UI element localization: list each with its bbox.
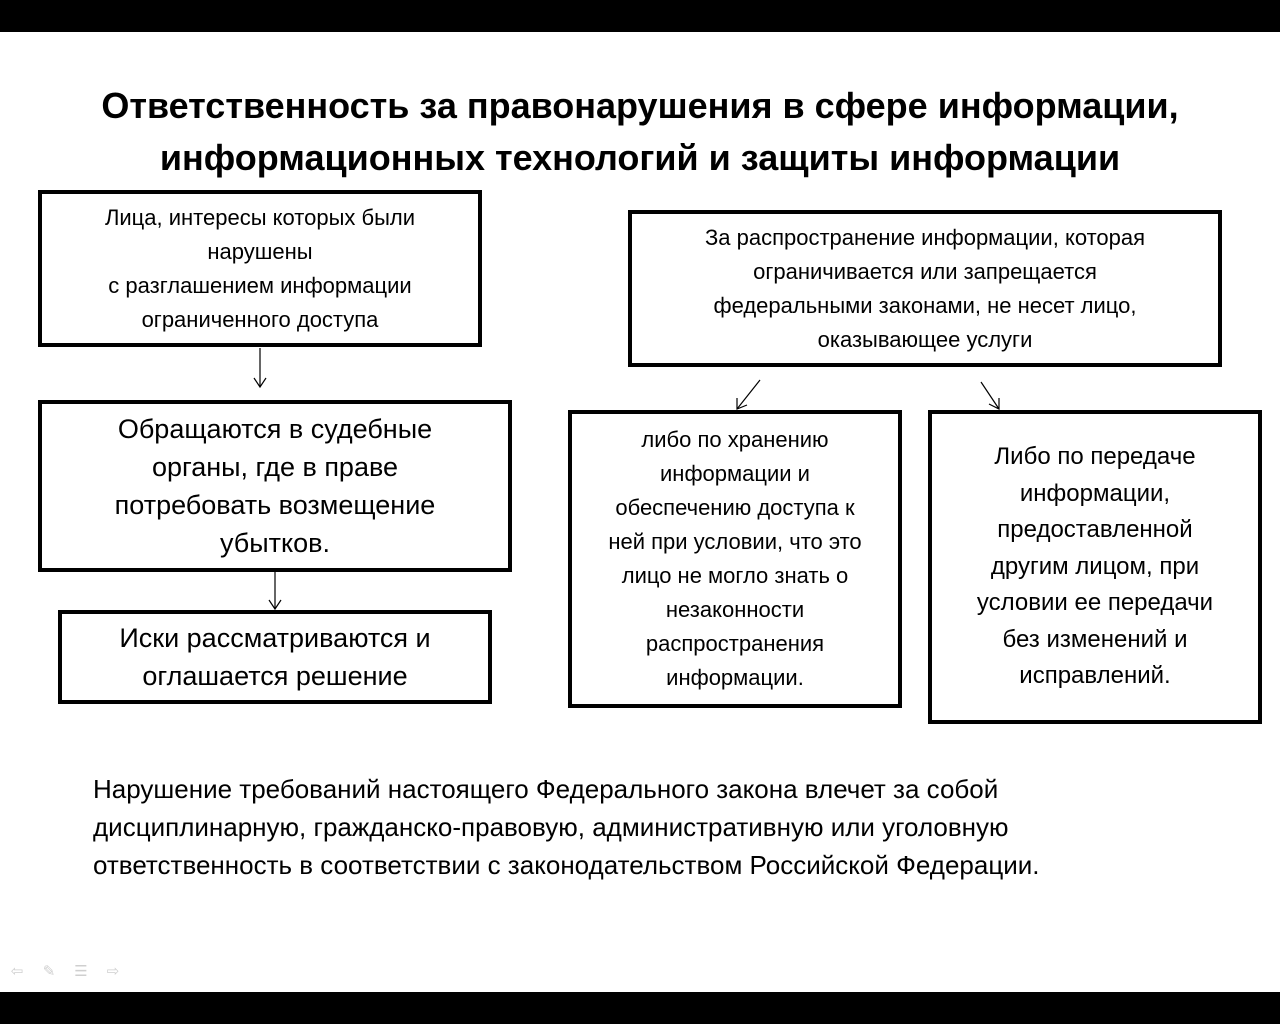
arrow-to-storage bbox=[737, 380, 760, 409]
box-text-line: ограниченного доступа bbox=[141, 306, 379, 332]
title-line-2: информационных технологий и защиты информации bbox=[159, 137, 1121, 178]
box-text-line: информации, bbox=[1019, 479, 1171, 507]
box-text-line: без изменений и bbox=[1002, 625, 1188, 653]
box-text-line: обеспечению доступа к bbox=[615, 495, 855, 520]
arrow-right-icon[interactable]: ⇨ bbox=[106, 963, 120, 980]
arrow-persons-to-court bbox=[254, 348, 266, 387]
box-text-line: органы, где в праве bbox=[151, 452, 399, 482]
box-text-line: условии ее передачи bbox=[976, 589, 1214, 617]
box-text-line: ней при условии, что это bbox=[608, 529, 862, 554]
box-text-line: оказывающее услуги bbox=[817, 326, 1033, 352]
box-text-line: либо по хранению bbox=[641, 427, 829, 452]
box-text-line: с разглашением информации bbox=[108, 272, 412, 298]
box-text-line: другим лицом, при bbox=[990, 552, 1200, 580]
arrow-to-transfer bbox=[981, 382, 999, 409]
menu-icon[interactable]: ☰ bbox=[74, 963, 88, 980]
box-text-line: Иски рассматриваются и bbox=[119, 623, 431, 653]
box-text-line: убытков. bbox=[219, 528, 330, 558]
slide bbox=[0, 32, 1280, 992]
arrow-court-to-claims bbox=[269, 572, 281, 609]
box-text-line: За распространение информации, которая bbox=[704, 224, 1146, 250]
box-text-line: федеральными законами, не несет лицо, bbox=[713, 292, 1137, 318]
box-text-line: лицо не могло знать о bbox=[621, 563, 849, 588]
arrow-left-icon[interactable]: ⇦ bbox=[10, 963, 24, 980]
box-text-line: ограничивается или запрещается bbox=[753, 258, 1097, 284]
box-text-line: информации. bbox=[666, 665, 804, 690]
box-text-line: распространения bbox=[645, 631, 825, 656]
note-line-2: дисциплинарную, гражданско-правовую, административную или уголовную bbox=[93, 812, 1009, 842]
pen-icon[interactable]: ✎ bbox=[42, 963, 56, 980]
box-text-line: потребовать возмещение bbox=[114, 490, 436, 520]
box-text-line: информации и bbox=[660, 461, 810, 486]
letterbox-bottom bbox=[0, 992, 1280, 1024]
liability-note bbox=[93, 770, 1213, 884]
box-text-line: Обращаются в судебные bbox=[117, 414, 433, 444]
title-line-1: Ответственность за правонарушения в сфере информации, bbox=[101, 85, 1179, 126]
letterbox-top bbox=[0, 0, 1280, 32]
box-text-line: Лица, интересы которых были bbox=[104, 204, 416, 230]
box-text-line: исправлений. bbox=[1019, 662, 1171, 690]
box-text-line: незаконности bbox=[665, 597, 805, 622]
slideshow-controls bbox=[8, 962, 122, 980]
box-text-line: предоставленной bbox=[997, 516, 1193, 544]
box-text-line: оглашается решение bbox=[142, 661, 408, 691]
note-line-1: Нарушение требований настоящего Федерального закона влечет за собой bbox=[93, 774, 999, 804]
note-line-3: ответственность в соответствии с законодательством Российской Федерации. bbox=[93, 850, 1040, 880]
box-text-line: нарушены bbox=[207, 238, 313, 264]
box-text-line: Либо по передаче bbox=[994, 443, 1196, 471]
